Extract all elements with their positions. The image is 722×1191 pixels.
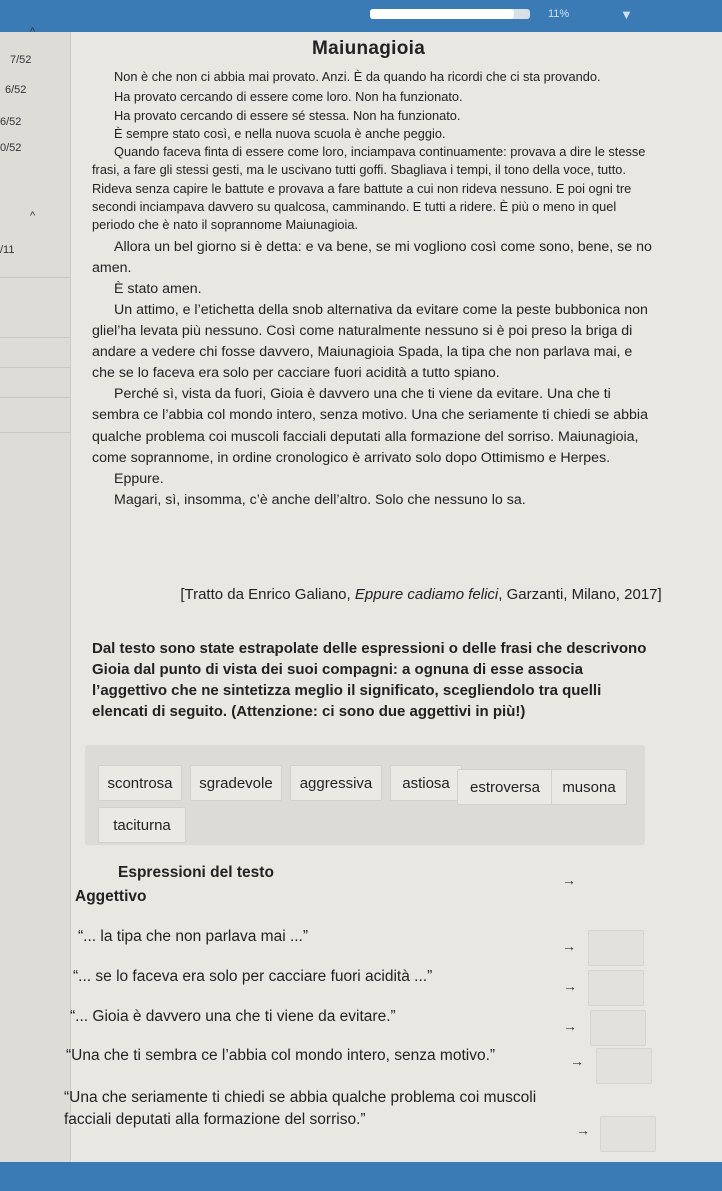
citation-suffix: , Garzanti, Milano, 2017]	[498, 586, 662, 603]
story-paragraph: Perché sì, vista da fuori, Gioia è davvero una che ti viene da evitare. Una che ti sembra ce l’abbia col mondo intero, senza motivo. Una che seriamente ti chiedi se abbia qualche problema coi muscoli facciali deputati alla formazione del sorriso. Maiunagioia, come soprannome, in ordine cronologico è arrivato solo dopo Ottimismo e Herpes.	[92, 386, 648, 466]
story-paragraph: Ha provato cercando di essere sé stessa. Non ha funzionato.	[114, 107, 461, 123]
arrow-right-icon: →	[562, 938, 576, 954]
story-text	[92, 68, 652, 511]
chevron-up-icon[interactable]: ^	[30, 26, 36, 38]
sidebar-divider	[0, 432, 70, 433]
sidebar-divider	[0, 397, 70, 398]
arrow-right-icon: →	[563, 1018, 577, 1034]
battery-label: 11%	[548, 8, 570, 20]
story-paragraph: Allora un bel giorno si è detta: e va bene, se mi vogliono così come sono, bene, se no amen.	[92, 238, 652, 276]
reading-progress-bar	[370, 9, 530, 19]
bottom-bar	[0, 1162, 722, 1191]
arrow-right-icon: →	[563, 978, 577, 994]
word-chip[interactable]: aggressiva	[290, 765, 382, 801]
table-header-adjective: Aggettivo	[75, 888, 147, 905]
answer-box[interactable]	[590, 1010, 646, 1046]
status-bar	[0, 0, 722, 32]
story-paragraph: Non è che non ci abbia mai provato. Anzi. È da quando ha ricordi che ci sta provando.	[114, 69, 601, 84]
sidebar-item[interactable]: 6/52	[5, 84, 27, 96]
story-paragraph: Magari, sì, insomma, c’è anche dell’altro. Solo che nessuno lo sa.	[114, 491, 526, 508]
story-paragraph: Quando faceva finta di essere come loro, inciampava continuamente: provava a dire le stesse frasi, a fare gli stessi gesti, ma le uscivano tutti goffi. Sbagliava i tempi, il tono della voce, tutto. Rideva senza capire le battute e provava a fare battute a cui non rideva nessuno. E poi ogni tre secondi inciampava davvero su qualcosa, camminando. E tutti a ridere. È più o meno in quel periodo che è nato il soprannome Maiunagioia.	[92, 144, 646, 233]
story-paragraph: Eppure.	[114, 470, 164, 487]
table-header-expressions: Espressioni del testo	[118, 864, 274, 881]
citation-book-title: Eppure cadiamo felici	[354, 586, 499, 603]
sidebar-divider	[0, 277, 70, 278]
word-chip[interactable]: sgradevole	[190, 765, 282, 801]
story-paragraph: Ha provato cercando di essere come loro. Non ha funzionato.	[114, 89, 463, 105]
sidebar-divider	[0, 367, 70, 368]
sidebar-item[interactable]: 0/52	[0, 142, 22, 154]
arrow-right-icon: →	[570, 1053, 584, 1069]
word-chip[interactable]: astiosa	[390, 765, 462, 801]
word-bank	[85, 745, 645, 845]
wifi-icon: ▼	[620, 7, 633, 22]
word-chip[interactable]: estroversa	[457, 769, 553, 805]
story-paragraph: È sempre stato così, e nella nuova scuola è anche peggio.	[114, 125, 446, 141]
answer-box[interactable]	[596, 1048, 652, 1084]
table-row-expression: “... la tipa che non parlava mai ...”	[78, 928, 309, 945]
chevron-up-icon[interactable]: ^	[30, 210, 36, 222]
story-paragraph: Un attimo, e l’etichetta della snob alternativa da evitare come la peste bubbonica non gliel’ha levata più nessuno. Così come naturalmente nessuno si è poi preso la briga di andare a vedere chi fosse davvero, Maiunagioia Spada, la tipa che non parlava mai, e che se lo faceva era solo per cacciare fuori acidità a tutto spiano.	[92, 301, 648, 382]
word-chip[interactable]: musona	[551, 769, 627, 805]
word-chip[interactable]: taciturna	[98, 807, 186, 843]
table-row-expression: “... se lo faceva era solo per cacciare fuori acidità ...”	[73, 968, 433, 985]
table-row-expression: “... Gioia è davvero una che ti viene da evitare.”	[70, 1008, 396, 1025]
arrow-right-icon: →	[576, 1122, 590, 1138]
story-title: Maiunagioia	[312, 38, 426, 59]
answer-box[interactable]	[588, 970, 644, 1006]
story-paragraph: È stato amen.	[114, 280, 202, 297]
arrow-right-icon: →	[562, 872, 576, 888]
exercise-question: Dal testo sono state estrapolate delle espressioni o delle frasi che descrivono Gioia dal punto di vista dei suoi compagni: a ognuna di esse associa l’aggettivo che ne sintetizza meglio il significato, scegliendolo tra quelli elencati di seguito. (Attenzione: ci sono due aggettivi in più!)	[92, 640, 647, 720]
reading-progress-fill	[370, 9, 514, 19]
table-row-expression: “Una che ti sembra ce l’abbia col mondo intero, senza motivo.”	[66, 1047, 496, 1064]
citation-prefix: [Tratto da Enrico Galiano,	[180, 586, 355, 603]
citation	[0, 586, 722, 603]
sidebar-item[interactable]: 7/52	[10, 54, 32, 66]
sidebar-item[interactable]: /11	[0, 244, 15, 256]
sidebar-item[interactable]: 6/52	[0, 116, 22, 128]
answer-box[interactable]	[600, 1116, 656, 1152]
answer-box[interactable]	[588, 930, 644, 966]
word-chip[interactable]: scontrosa	[98, 765, 182, 801]
table-row-expression: “Una che seriamente ti chiedi se abbia qualche problema coi muscoli facciali deputati alla formazione del sorriso.”	[64, 1089, 537, 1128]
sidebar-divider	[0, 337, 70, 338]
